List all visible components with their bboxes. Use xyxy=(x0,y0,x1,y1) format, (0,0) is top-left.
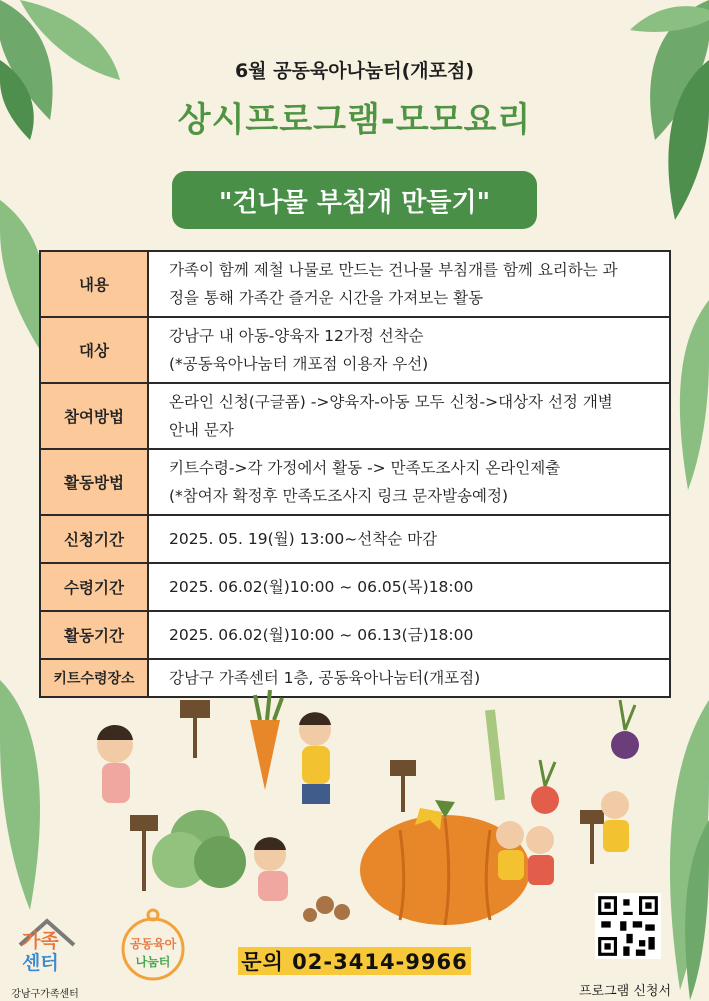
table-row xyxy=(40,251,670,317)
logo-text-line: 가족 xyxy=(22,930,59,952)
table-row xyxy=(40,563,670,611)
row-value-line: 안내 문자 xyxy=(169,421,234,439)
program-name-banner: "건나물 부침개 만들기" xyxy=(172,171,537,229)
row-value xyxy=(148,251,670,317)
row-value-line: 온라인 신청(구글폼) ->양육자-아동 모두 신청->대상자 선정 개별 xyxy=(169,393,613,411)
row-value-line: (*공동육아나눔터 개포점 이용자 우선) xyxy=(169,355,429,373)
row-value-line: 2025. 06.02(월)10:00 ~ 06.13(금)18:00 xyxy=(169,626,474,644)
family-center-logo-text xyxy=(22,930,82,974)
leaf-right-decoration xyxy=(668,300,709,500)
nanum-center-logo-text xyxy=(118,935,188,971)
family-center-caption: 강남구가족센터 xyxy=(11,989,79,1000)
row-value-line: 키트수령->각 가정에서 활동 -> 만족도조사지 온라인제출 xyxy=(169,459,561,477)
row-value xyxy=(148,317,670,383)
qr-caption: 프로그램 신청서 xyxy=(578,984,672,999)
row-label: 수령기간 xyxy=(40,563,148,611)
row-value xyxy=(148,563,670,611)
row-value-line: 가족이 함께 제철 나물로 만드는 건나물 부침개를 함께 요리하는 과 xyxy=(169,261,618,279)
row-value xyxy=(148,449,670,515)
table-row xyxy=(40,317,670,383)
row-label: 대상 xyxy=(40,317,148,383)
row-value xyxy=(148,515,670,563)
row-value xyxy=(148,611,670,659)
row-label: 신청기간 xyxy=(40,515,148,563)
table-row xyxy=(40,515,670,563)
row-value-line: 2025. 05. 19(월) 13:00~선착순 마감 xyxy=(169,530,438,548)
logo-text-line: 공동육아 xyxy=(129,937,177,951)
row-label: 활동기간 xyxy=(40,611,148,659)
row-label: 참여방법 xyxy=(40,383,148,449)
row-value xyxy=(148,383,670,449)
row-label: 키트수령장소 xyxy=(40,659,148,697)
qr-code-icon[interactable] xyxy=(595,893,661,959)
table-row xyxy=(40,383,670,449)
logo-text-line: 나눔터 xyxy=(135,955,171,969)
row-label: 내용 xyxy=(40,251,148,317)
table-row xyxy=(40,611,670,659)
row-label: 활동방법 xyxy=(40,449,148,515)
page-subtitle: 6월 공동육아나눔터(개포점) xyxy=(234,60,475,82)
contact-phone: 문의 02-3414-9966 xyxy=(238,947,471,975)
row-value-line: 강남구 내 아동-양육자 12가정 선착순 xyxy=(169,327,424,345)
logo-text-line: 센터 xyxy=(22,952,59,974)
leaf-bottom-left-decoration xyxy=(0,680,60,920)
row-value-line: 정을 통해 가족간 즐거운 시간을 가져보는 활동 xyxy=(169,289,484,307)
table-row xyxy=(40,449,670,515)
program-info-table xyxy=(39,250,671,698)
page-title: 상시프로그램-모모요리 xyxy=(177,100,532,140)
row-value-line: 2025. 06.02(월)10:00 ~ 06.05(목)18:00 xyxy=(169,578,474,596)
row-value-line: 강남구 가족센터 1층, 공동육아나눔터(개포점) xyxy=(169,669,481,687)
row-value-line: (*참여자 확정후 만족도조사지 링크 문자발송예정) xyxy=(169,487,509,505)
